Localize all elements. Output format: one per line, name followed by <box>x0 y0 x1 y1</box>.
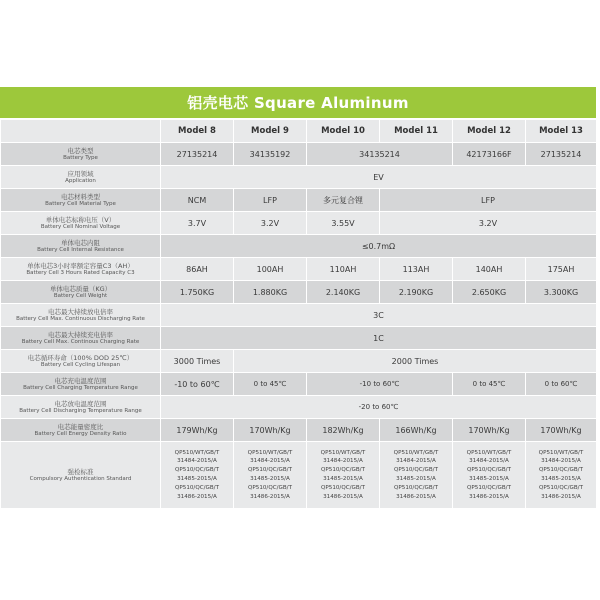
standard-line: 31485-2015/A <box>541 476 581 482</box>
table-row-cycling-lifespan <box>1 350 597 373</box>
row-label-en: Battery Cell Max. Continous Charging Rate <box>21 338 140 345</box>
spec-table <box>0 119 597 509</box>
row-label-cn: 电芯最大持续充电倍率 <box>48 330 113 339</box>
cell-value: 170Wh/Kg <box>526 419 597 442</box>
cell-value: 34135192 <box>234 143 307 166</box>
column-header-model-8: Model 8 <box>161 120 234 143</box>
row-label-en: Battery Cell Discharging Temperature Range <box>19 407 142 414</box>
cell-standard <box>526 442 597 509</box>
row-label <box>1 258 161 281</box>
cell-standard <box>234 442 307 509</box>
cell-value: 86AH <box>161 258 234 281</box>
row-label-en: Battery Cell Charging Temperature Range <box>23 384 138 391</box>
standard-line: QP510/WT/GB/T <box>538 449 584 456</box>
row-label <box>1 396 161 419</box>
table-row-nominal-voltage <box>1 212 597 235</box>
cell-value: 34135214 <box>307 143 453 166</box>
cell-value: 1.880KG <box>234 281 307 304</box>
column-header-model-13: Model 13 <box>526 120 597 143</box>
cell-value: 100AH <box>234 258 307 281</box>
standard-line: QP510/QC/GB/T <box>174 467 219 474</box>
row-label-cn: 单体电芯内阻 <box>61 238 100 247</box>
cell-standard <box>307 442 380 509</box>
cell-standard <box>453 442 526 509</box>
standard-line: 31484-2015/A <box>469 458 509 465</box>
cell-value: 170Wh/Kg <box>234 419 307 442</box>
standard-line: 31486-2015/A <box>469 493 509 500</box>
cell-value: 27135214 <box>526 143 597 166</box>
cell-value: 0 to 45℃ <box>234 373 307 396</box>
column-header-model-11: Model 11 <box>380 120 453 143</box>
cell-value: EV <box>161 166 597 189</box>
cell-value: 3.55V <box>307 212 380 235</box>
row-label-en: Battery Cell Internal Resistance <box>37 246 124 253</box>
standard-line: 31486-2015/A <box>177 493 217 500</box>
standard-line: QP510/QC/GB/T <box>247 467 292 474</box>
cell-value: 179Wh/Kg <box>161 419 234 442</box>
column-header-model-10: Model 10 <box>307 120 380 143</box>
cell-value: 2.190KG <box>380 281 453 304</box>
cell-value: 多元复合锂 <box>307 189 380 212</box>
page-title: 铝壳电芯 Square Aluminum <box>187 94 409 112</box>
table-row-compulsory-standard <box>1 442 597 509</box>
table-row-discharging-temperature <box>1 396 597 419</box>
cell-value: -20 to 60℃ <box>161 396 597 419</box>
standard-line: QP510/WT/GB/T <box>393 449 439 456</box>
cell-value: -10 to 60℃ <box>161 373 234 396</box>
table-row-energy-density <box>1 419 597 442</box>
row-label <box>1 281 161 304</box>
table-row-weight <box>1 281 597 304</box>
cell-value: LFP <box>234 189 307 212</box>
row-label-cn: 电芯材料类型 <box>61 192 100 201</box>
cell-value: 170Wh/Kg <box>453 419 526 442</box>
standard-line: QP510/WT/GB/T <box>320 449 366 456</box>
row-label <box>1 235 161 258</box>
row-label-cn: 电芯充电温度范围 <box>54 376 107 385</box>
row-label-cn: 电芯放电温度范围 <box>54 399 107 408</box>
standard-line: 31485-2015/A <box>177 476 217 482</box>
table-row-charging-temperature <box>1 373 597 396</box>
table-row-rated-capacity <box>1 258 597 281</box>
table-row-internal-resistance <box>1 235 597 258</box>
row-label-en: Battery Type <box>63 154 98 161</box>
row-label-en: Battery Cell Nominal Voltage <box>40 223 121 230</box>
cell-value: 2000 Times <box>234 350 597 373</box>
cell-value: 0 to 45℃ <box>453 373 526 396</box>
standard-line: 31484-2015/A <box>541 458 581 465</box>
cell-value: 110AH <box>307 258 380 281</box>
cell-value: -10 to 60℃ <box>307 373 453 396</box>
row-label <box>1 373 161 396</box>
table-row-discharging-rate <box>1 304 597 327</box>
row-label-cn: 电芯能量密度比 <box>57 422 104 431</box>
cell-value: 0 to 60℃ <box>526 373 597 396</box>
row-label-cn: 强检标准 <box>67 467 94 476</box>
standard-line: QP510/QC/GB/T <box>393 484 438 491</box>
standard-line: QP510/WT/GB/T <box>247 449 293 456</box>
standard-line: QP510/QC/GB/T <box>538 467 583 474</box>
standard-line: 31486-2015/A <box>396 493 436 500</box>
row-label <box>1 350 161 373</box>
cell-value: 3000 Times <box>161 350 234 373</box>
standard-line: 31485-2015/A <box>396 476 436 482</box>
cell-standard <box>380 442 453 509</box>
cell-value: 182Wh/Kg <box>307 419 380 442</box>
table-row-material-type <box>1 189 597 212</box>
standard-line: 31486-2015/A <box>541 493 581 500</box>
cell-value: 113AH <box>380 258 453 281</box>
table-row-battery-type <box>1 143 597 166</box>
standard-line: QP510/QC/GB/T <box>320 484 365 491</box>
cell-value: 2.650KG <box>453 281 526 304</box>
standard-line: 31485-2015/A <box>469 476 509 482</box>
column-header-model-9: Model 9 <box>234 120 307 143</box>
header-row <box>1 120 597 143</box>
row-label-en: Battery Cell Weight <box>53 292 108 299</box>
standard-line: 31485-2015/A <box>323 476 363 482</box>
cell-value: 27135214 <box>161 143 234 166</box>
row-label <box>1 304 161 327</box>
header-blank-cell <box>1 120 161 143</box>
row-label-cn: 应用领域 <box>67 169 94 178</box>
standard-line: 31484-2015/A <box>250 458 290 465</box>
cell-standard <box>161 442 234 509</box>
standard-line: 31486-2015/A <box>250 493 290 500</box>
row-label-en: Battery Cell Cycling Lifespan <box>40 361 121 368</box>
row-label <box>1 442 161 509</box>
row-label-en: Compulsory Authentication Standard <box>29 475 132 482</box>
row-label-cn: 电芯最大持续放电倍率 <box>48 307 113 316</box>
cell-value: 42173166F <box>453 143 526 166</box>
cell-value: 3.7V <box>161 212 234 235</box>
standard-line: QP510/QC/GB/T <box>538 484 583 491</box>
row-label-cn: 单体电芯质量（KG） <box>49 284 112 293</box>
standard-line: QP510/QC/GB/T <box>393 467 438 474</box>
standard-line: QP510/QC/GB/T <box>466 484 511 491</box>
row-label <box>1 419 161 442</box>
row-label <box>1 166 161 189</box>
cell-value: 166Wh/Kg <box>380 419 453 442</box>
cell-value: 175AH <box>526 258 597 281</box>
standard-line: QP510/WT/GB/T <box>174 449 220 456</box>
standard-line: QP510/QC/GB/T <box>320 467 365 474</box>
row-label <box>1 327 161 350</box>
row-label-cn: 电芯类型 <box>67 146 94 155</box>
cell-value: LFP <box>380 189 597 212</box>
row-label-en: Application <box>65 177 96 184</box>
standard-line: 31486-2015/A <box>323 493 363 500</box>
cell-value: NCM <box>161 189 234 212</box>
cell-value: 2.140KG <box>307 281 380 304</box>
column-header-model-12: Model 12 <box>453 120 526 143</box>
cell-value: 3.300KG <box>526 281 597 304</box>
cell-value: 1C <box>161 327 597 350</box>
cell-value: 3C <box>161 304 597 327</box>
standard-line: 31484-2015/A <box>323 458 363 465</box>
cell-value: 1.750KG <box>161 281 234 304</box>
standard-line: QP510/QC/GB/T <box>247 484 292 491</box>
row-label-en: Battery Cell Energy Density Ratio <box>34 430 127 437</box>
cell-value: 140AH <box>453 258 526 281</box>
row-label <box>1 212 161 235</box>
row-label <box>1 143 161 166</box>
standard-line: QP510/WT/GB/T <box>466 449 512 456</box>
cell-value: ≤0.7mΩ <box>161 235 597 258</box>
row-label-cn: 电芯循环寿命（100% DOD 25℃） <box>27 353 134 362</box>
row-label-en: Battery Cell Max. Continuous Discharging Rate <box>16 315 145 322</box>
standard-line: QP510/QC/GB/T <box>174 484 219 491</box>
row-label-en: Battery Cell 3 Hours Rated Capacity C3 <box>26 269 135 276</box>
table-row-application <box>1 166 597 189</box>
row-label-en: Battery Cell Material Type <box>45 200 116 207</box>
row-label-cn: 单体电芯标称电压（V） <box>45 215 116 224</box>
standard-line: QP510/QC/GB/T <box>466 467 511 474</box>
title-band <box>0 87 596 118</box>
row-label-cn: 单体电芯3小时率额定容量C3（AH） <box>27 261 134 270</box>
cell-value: 3.2V <box>234 212 307 235</box>
row-label <box>1 189 161 212</box>
standard-line: 31485-2015/A <box>250 476 290 482</box>
cell-value: 3.2V <box>380 212 597 235</box>
table-row-charging-rate <box>1 327 597 350</box>
standard-line: 31484-2015/A <box>177 458 217 465</box>
standard-line: 31484-2015/A <box>396 458 436 465</box>
